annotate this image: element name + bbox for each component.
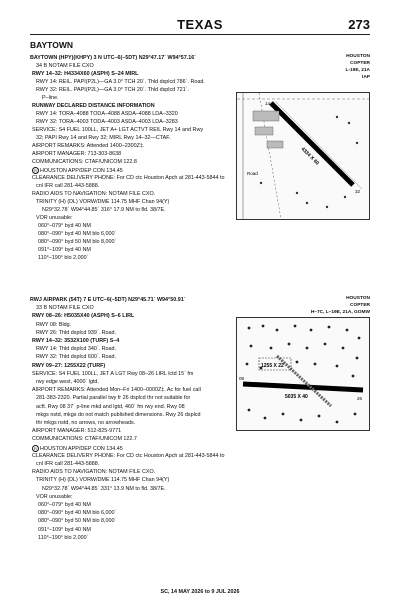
info-line: AIRPORT MANAGER: 713-303-8638: [32, 151, 122, 157]
info-line: 091°–109° byd 40 NM: [38, 526, 91, 533]
info-line-text: HOUSTON APP/DEP CON 134.45: [40, 167, 123, 174]
airport-diagram-rwj-airpark: [236, 317, 370, 431]
info-line: RWY 14: REIL. PAPI(P2L)—GA 3.0° TCH 20´. Thld dsplcd 786´. Road.: [36, 79, 205, 85]
info-line: thr mkgs nstd, no arrows, no arrowheads.: [36, 420, 136, 426]
radar-icon: R: [32, 445, 39, 452]
info-line: AIRPORT REMARKS: Attended Mon–Fri 1400–0000Z‡. Ac for fuel call: [32, 387, 201, 394]
diagram-runway-label: 5035 X 40: [285, 394, 308, 400]
info-line: 080°–090° byd 40 NM blo 6,000´: [38, 510, 117, 517]
info-line: RADIO AIDS TO NAVIGATION: NOTAM FILE CXO.: [32, 191, 156, 197]
state-title: TEXAS: [177, 17, 223, 32]
info-line: RWY 32: REIL. PAPI(P2L)—GA 3.0° TCH 20´. Thld dsplcd 721´.: [36, 87, 189, 93]
footer-effective-dates: SC, 14 MAY 2026 to 9 JUL 2026: [160, 589, 240, 595]
info-line: 060°–079° byd 40 NM: [38, 223, 91, 229]
info-line: P–line.: [42, 95, 59, 101]
runway-14-32: [271, 103, 353, 185]
info-line: 110°–190° blo 2,000´: [38, 534, 89, 541]
chart-ref-3: H–7C, L–19E, 21A, GOMW: [310, 310, 370, 315]
info-line: VOR unusable:: [36, 215, 73, 221]
info-line: 091°–109° byd 40 NM: [38, 247, 91, 253]
diagram-runway-label: 4334 X 60: [299, 146, 320, 167]
info-line: RWY 14: TORA–4088 TODA–4088 ASDA–4088 LDA–3320: [36, 111, 178, 117]
info-line: N29°32.78´ W94°44.85´ 316° 17.9 NM to fld. 38/7E.: [42, 207, 166, 213]
info-line: RWY 14: Thld dsplcd 340´. Road.: [36, 346, 117, 353]
diagram-rwy-end-32: 32: [355, 189, 361, 194]
info-line: RADIO AIDS TO NAVIGATION: NOTAM FILE CXO.: [32, 469, 156, 476]
chart-ref-1: HOUSTON: [346, 54, 370, 59]
info-line: AIRPORT REMARKS: Attended 1400–2300Z‡.: [32, 143, 145, 149]
info-line: TRINITY (H) (DL) VORW/DME 114.75 MHF Chan 94(Y): [36, 477, 170, 484]
info-line: cnl IFR call 281-443-5888.: [36, 461, 100, 467]
info-line: cnl IFR call 281-443-5888.: [36, 183, 100, 189]
info-line: RWY 14–32: H4334X60 (ASPH) S–24 MIRL: [32, 71, 139, 77]
info-line: 060°–079° byd 40 NM: [38, 502, 91, 508]
info-line: COMMUNICATIONS: CTAF/UNICOM 122.7: [32, 436, 137, 443]
info-line: [32, 167, 123, 174]
right-info-block: [345, 53, 370, 81]
info-line: SERVICE: S4 FUEL 100LL, JET A+ LGT ACTVT REIL Rwy 14 and Rwy: [32, 127, 204, 133]
info-line: N29°32.78´ W94°44.85´ 331° 13.9 NM to fld. 38/7E.: [42, 485, 166, 492]
info-line: CLEARANCE DELIVERY PHONE: For CD ctc Houston Apch at 281-443-5844 to: [32, 175, 225, 181]
info-line: mkgs nstd, mkgs do not match published dimensions. Rwy 26 dsplcd: [36, 411, 201, 418]
chart-ref-1: HOUSTON: [346, 296, 370, 301]
airport-diagram-baytown: [236, 92, 370, 220]
chart-ref-3: L-19E, 21A: [345, 68, 370, 73]
info-line: 34 B NOTAM FILE CXO: [36, 63, 94, 69]
info-line: RWY 08–26: H5035X40 (ASPH) S–6 LIRL: [32, 313, 135, 320]
rwj-diagram-svg: [237, 318, 369, 430]
info-line: 33 B NOTAM FILE CXO: [36, 305, 94, 312]
chart-ref-4: IAP: [362, 75, 370, 80]
info-line: COMMUNICATIONS: CTAF/UNICOM 122.8: [32, 159, 137, 165]
info-line: 080°–090° byd 50 NM blo 8,000´: [38, 239, 117, 245]
info-line: [32, 445, 123, 452]
info-line: 281-383-2320. Partial parallel twy fr 26 dsplcd thr not suitable for: [36, 395, 191, 402]
info-line: RWY 26: Thld dsplcd 939´. Road.: [36, 329, 117, 336]
info-line: CLEARANCE DELIVERY PHONE: For CD ctc Houston Apch at 281-443-5844 to: [32, 452, 225, 459]
header-divider: [30, 34, 370, 35]
radar-icon: R: [32, 167, 39, 174]
info-line: 080°–090° byd 40 NM blo 6,000´: [38, 231, 117, 237]
page-number: 273: [348, 17, 370, 32]
info-line: VOR unusable:: [36, 493, 73, 500]
info-line: RWJ AIRPARK (54T) 7 E UTC–6(–5DT) N29°45.71´ W94°50.91´: [30, 297, 186, 303]
info-line: RWY 09–27: 1255X22 (TURF): [32, 362, 106, 369]
info-line: RWY 32: TORA–4003 TODA–4003 ASDA–4003 LDA–3283: [36, 119, 178, 125]
info-line: RWY 32: Thld dsplcd 600´. Road.: [36, 354, 117, 361]
diagram-road-label: Road: [247, 171, 258, 176]
info-line: RWY 14–32: 3532X100 (TURF) S–4: [32, 338, 120, 344]
info-line: acft. Rwy 08 37´ p-line mkd and lgtd, 460´ fm rwy end. Rwy 08: [36, 403, 185, 410]
info-line: TRINITY (H) (DL) VORW/DME 114.75 MHF Chan 94(Y): [36, 199, 170, 205]
runway-08-26: [243, 384, 363, 390]
diagram-rwy-end-14: 14: [265, 101, 271, 106]
info-line: BAYTOWN (HPY)(KHPY) 3 N UTC–6(–5DT) N29°47.17´ W94°57.16´: [30, 55, 197, 61]
info-line: 080°–090° byd 50 NM blo 8,000´: [38, 518, 117, 525]
diagram-rwy-end-26: 26: [357, 396, 363, 401]
info-line: rwy edge west, 4000´ lgtd.: [36, 379, 99, 385]
diagram-turf-label: 1255 X 22: [261, 363, 284, 369]
info-line: SERVICE: S4 FUEL 100LL, JET A LGT Rwy 08–26 LIRL lctd 15´ fm: [32, 370, 194, 377]
city-heading: BAYTOWN: [30, 40, 73, 50]
chart-ref-2: COPTER: [350, 303, 370, 308]
info-line: RWY 08: Bldg.: [36, 321, 72, 328]
info-line: 32; PAPI Rwy 14 and Rwy 32; MIRL Rwy 14–32—CTAF.: [36, 135, 171, 141]
chart-ref-2: COPTER: [350, 61, 370, 66]
info-line: 110°–190° blo 2,000´: [38, 255, 89, 261]
info-line: AIRPORT MANAGER: 512-825-9771: [32, 428, 122, 435]
info-line: RUNWAY DECLARED DISTANCE INFORMATION: [32, 103, 155, 109]
info-line-text: HOUSTON APP/DEP CON 134.45: [40, 445, 123, 452]
baytown-diagram-svg: [237, 93, 369, 219]
diagram-rwy-end-08: 08: [239, 376, 245, 381]
